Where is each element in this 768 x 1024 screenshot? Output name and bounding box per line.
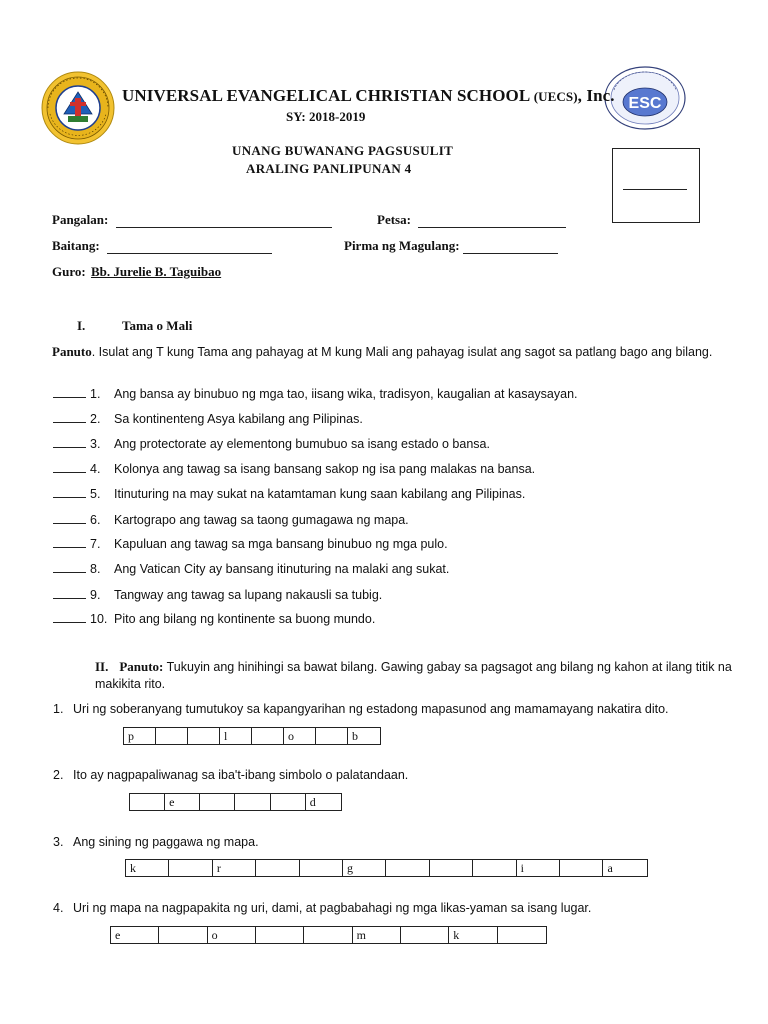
date-field: [377, 212, 566, 228]
part1-title: Tama o Mali: [122, 318, 193, 333]
score-line: [623, 189, 687, 190]
answer-blank[interactable]: [53, 410, 86, 423]
item-number: 6.: [90, 513, 101, 527]
item-number: 4.: [90, 462, 101, 476]
letter-box[interactable]: e: [165, 794, 200, 810]
item-number: 8.: [90, 562, 101, 576]
letter-box[interactable]: o: [284, 728, 316, 744]
tf-item: [53, 460, 535, 476]
item-text: Ang bansa ay binubuo ng mga tao, iisang wika, tradisyon, kaugalian at kasaysayan.: [114, 387, 578, 401]
school-abbr: (UECS): [533, 89, 578, 104]
letter-box[interactable]: [560, 860, 603, 876]
tf-item: [53, 435, 490, 451]
tf-item: [53, 511, 409, 527]
grade-blank[interactable]: [107, 240, 272, 254]
parent-signature-label: Pirma ng Magulang:: [344, 238, 460, 253]
part1-instruction-label: Panuto: [52, 344, 92, 359]
letter-box-row: [125, 859, 648, 877]
answer-blank[interactable]: [53, 485, 86, 498]
answer-blank[interactable]: [53, 610, 86, 623]
letter-box-row: [123, 727, 381, 745]
letter-box[interactable]: g: [343, 860, 386, 876]
part2-instruction-label: Panuto:: [119, 659, 164, 674]
item-text: Kartograpo ang tawag sa taong gumagawa ng mapa.: [114, 513, 409, 527]
part2-instruction-text: Tukuyin ang hinihingi sa bawat bilang. Gawing gabay sa pagsagot ang bilang ng kahon at ilang titik na makikita rito.: [95, 660, 732, 691]
letter-box[interactable]: [156, 728, 188, 744]
question-text: Ito ay nagpapaliwanag sa iba't-ibang simbolo o palatandaan.: [73, 768, 409, 782]
letter-box[interactable]: [130, 794, 165, 810]
letter-box[interactable]: a: [607, 861, 613, 875]
letter-box[interactable]: [169, 860, 212, 876]
identification-question: [53, 702, 669, 716]
letter-box[interactable]: k: [449, 927, 497, 943]
letter-box[interactable]: [473, 860, 516, 876]
letter-box[interactable]: p: [124, 728, 156, 744]
school-name: [122, 86, 615, 106]
letter-box[interactable]: o: [208, 927, 256, 943]
item-number: 2.: [90, 412, 101, 426]
letter-box[interactable]: [235, 794, 270, 810]
letter-box[interactable]: m: [353, 927, 401, 943]
tf-item: [53, 385, 578, 401]
answer-blank[interactable]: [53, 586, 86, 599]
item-number: 3.: [90, 437, 101, 451]
letter-box[interactable]: [304, 927, 352, 943]
letter-box-row: [110, 926, 547, 944]
item-text: Tangway ang tawag sa lupang nakausli sa tubig.: [114, 588, 383, 602]
letter-box[interactable]: [256, 927, 304, 943]
letter-box[interactable]: d: [309, 795, 316, 809]
answer-blank[interactable]: [53, 385, 86, 398]
grade-field: [52, 238, 272, 254]
letter-box[interactable]: [252, 728, 284, 744]
part1-instruction-text: . Isulat ang T kung Tama ang pahayag at M kung Mali ang pahayag isulat ang sagot sa patlang bago ang bilang.: [91, 345, 713, 359]
letter-box[interactable]: [401, 927, 449, 943]
part1-instruction: [52, 343, 732, 361]
school-seal-logo: [40, 70, 116, 146]
item-number: 10.: [90, 612, 108, 626]
letter-box[interactable]: [188, 728, 220, 744]
teacher-field: [52, 264, 221, 280]
tf-item: [53, 535, 448, 551]
answer-blank[interactable]: [53, 460, 86, 473]
item-number: 7.: [90, 537, 101, 551]
item-text: Ang protectorate ay elementong bumubuo sa isang estado o bansa.: [114, 437, 490, 451]
teacher-name: Bb. Jurelie B. Taguibao: [90, 264, 222, 279]
part2-instruction: [95, 658, 735, 693]
letter-box[interactable]: k: [126, 860, 169, 876]
part2-number: II.: [95, 659, 109, 674]
name-label: Pangalan:: [52, 212, 109, 227]
part1-number: I.: [77, 318, 86, 333]
item-number: 5.: [90, 487, 101, 501]
letter-box[interactable]: l: [220, 728, 252, 744]
school-suffix: , Inc.: [577, 86, 615, 105]
item-number: 9.: [90, 588, 101, 602]
letter-box[interactable]: i: [517, 860, 560, 876]
answer-blank[interactable]: [53, 511, 86, 524]
exam-title: UNANG BUWANANG PAGSUSULIT: [232, 143, 454, 158]
score-box: [612, 148, 700, 223]
item-text: Itinuturing na may sukat na katamtaman kung saan kabilang ang Pilipinas.: [114, 487, 526, 501]
identification-question: [53, 835, 259, 849]
answer-blank[interactable]: [53, 535, 86, 548]
identification-question: [53, 901, 591, 915]
letter-box[interactable]: r: [213, 860, 256, 876]
school-name-text: UNIVERSAL EVANGELICAL CHRISTIAN SCHOOL: [122, 86, 530, 105]
letter-box[interactable]: [386, 860, 429, 876]
grade-label: Baitang:: [52, 238, 100, 253]
item-text: Sa kontinenteng Asya kabilang ang Pilipinas.: [114, 412, 363, 426]
answer-blank[interactable]: [53, 435, 86, 448]
letter-box[interactable]: e: [111, 927, 159, 943]
identification-question: [53, 768, 408, 782]
question-number: 1.: [53, 702, 64, 716]
item-text: Ang Vatican City ay bansang itinuturing na malaki ang sukat.: [114, 562, 450, 576]
letter-box[interactable]: [256, 860, 299, 876]
tf-item: [53, 586, 382, 602]
letter-box-row: [129, 793, 342, 811]
tf-item: [53, 610, 375, 626]
name-field: [52, 212, 332, 228]
item-text: Kapuluan ang tawag sa mga bansang binubuo ng mga pulo.: [114, 537, 448, 551]
letter-box[interactable]: [271, 794, 306, 810]
teacher-label: Guro:: [52, 264, 86, 279]
answer-blank[interactable]: [53, 560, 86, 573]
tf-item: [53, 485, 525, 501]
school-year: SY: 2018-2019: [286, 109, 366, 124]
letter-box[interactable]: [430, 860, 473, 876]
item-text: Pito ang bilang ng kontinente sa buong mundo.: [114, 612, 376, 626]
parent-signature-blank[interactable]: [463, 240, 558, 254]
question-number: 3.: [53, 835, 64, 849]
letter-box[interactable]: [498, 927, 546, 943]
letter-box[interactable]: [300, 860, 343, 876]
name-blank[interactable]: [116, 214, 332, 228]
letter-box[interactable]: [316, 728, 348, 744]
parent-signature-field: [344, 238, 558, 254]
question-number: 4.: [53, 901, 64, 915]
esc-seal-logo: [604, 66, 686, 130]
tf-item: [53, 410, 363, 426]
tf-item: [53, 560, 449, 576]
letter-box[interactable]: [159, 927, 207, 943]
item-number: 1.: [90, 387, 101, 401]
esc-logo-text: ESC: [628, 95, 662, 112]
question-text: Uri ng mapa na nagpapakita ng uri, dami, at pagbabahagi ng mga likas-yaman sa isang lugar.: [73, 901, 592, 915]
item-text: Kolonya ang tawag sa isang bansang sakop ng isa pang malakas na bansa.: [114, 462, 536, 476]
subject-title: ARALING PANLIPUNAN 4: [246, 161, 412, 176]
letter-box[interactable]: [200, 794, 235, 810]
question-number: 2.: [53, 768, 64, 782]
letter-box[interactable]: b: [352, 729, 358, 743]
question-text: Ang sining ng paggawa ng mapa.: [73, 835, 259, 849]
question-text: Uri ng soberanyang tumutukoy sa kapangyarihan ng estadong mapasunod ang mamamayang nakatira dito.: [73, 702, 669, 716]
date-blank[interactable]: [418, 214, 566, 228]
date-label: Petsa:: [377, 212, 411, 227]
